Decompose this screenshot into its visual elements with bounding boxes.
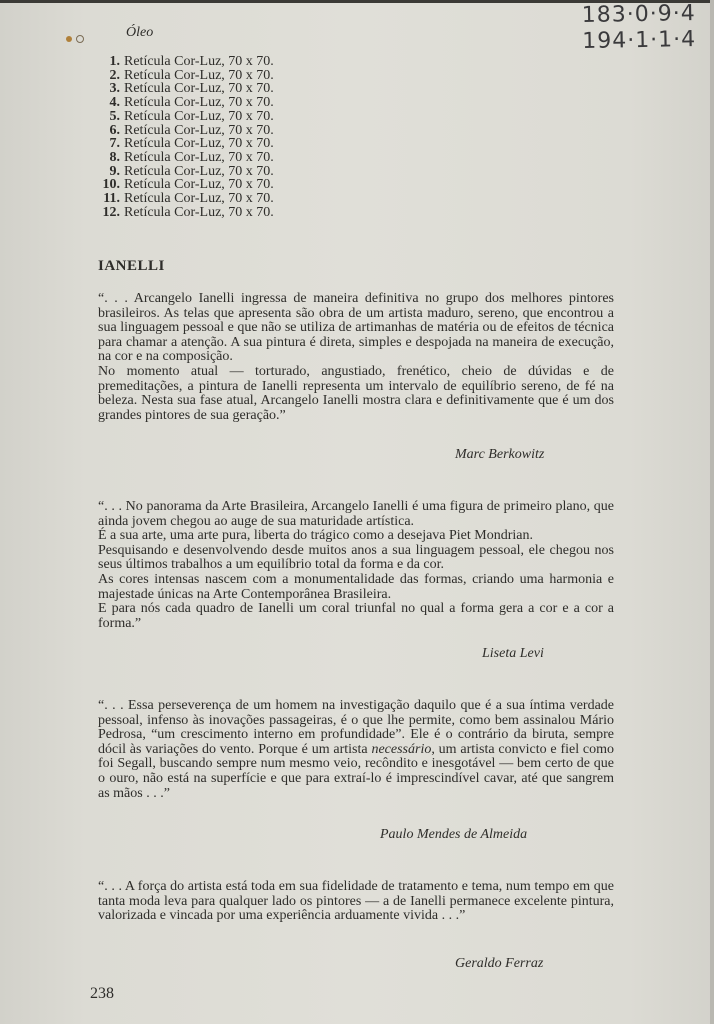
work-title: Retícula Cor-Luz, 70 x 70. — [124, 136, 274, 152]
work-number: 5. — [109, 108, 120, 124]
work-item — [98, 192, 274, 206]
quote-paragraph: E para nós cada quadro de Ianelli um coral triunfal no qual a forma gera a cor e a cor a forma.” — [98, 601, 614, 631]
work-number: 9. — [109, 163, 120, 179]
paper-edge — [710, 0, 714, 1024]
quote-levi — [98, 500, 614, 631]
quote-paragraph: “. . . No panorama da Arte Brasileira, Arcangelo Ianelli é uma figura de primeiro plano, que ainda jovem chegou ao auge de sua maturidade artística. — [98, 499, 614, 529]
work-item — [98, 137, 274, 151]
work-title: Retícula Cor-Luz, 70 x 70. — [124, 149, 274, 165]
quote-author-ferraz: Geraldo Ferraz — [455, 956, 544, 971]
work-item — [98, 124, 274, 138]
handwritten-catalog-ids — [582, 1, 697, 55]
work-number: 12. — [102, 204, 120, 220]
work-item — [98, 151, 274, 165]
work-title: Retícula Cor-Luz, 70 x 70. — [124, 108, 274, 124]
work-number: 10. — [102, 177, 120, 193]
quote-author-berkowitz: Marc Berkowitz — [455, 447, 545, 462]
page-number: 238 — [90, 985, 114, 1002]
work-number: 1. — [109, 54, 120, 69]
works-list — [98, 55, 274, 219]
quote-emphasis: necessário — [371, 741, 432, 757]
work-title: Retícula Cor-Luz, 70 x 70. — [124, 191, 274, 207]
work-number: 8. — [109, 149, 120, 165]
quote-text: “. . . Essa perseverença de um homem na investigação daquilo que é a sua íntima verdade pessoal, infenso às inovações passageiras, é o que lhe permite, como bem assinalou Mário Pedrosa, “um crescimento interno em profundidade”. Ele é o contrário da biruta, sempre dócil às variações do vento. Porque é um artista — [98, 698, 614, 757]
quote-paragraph — [98, 699, 614, 801]
work-title: Retícula Cor-Luz, 70 x 70. — [124, 81, 274, 97]
quote-paragraph: “. . . Arcangelo Ianelli ingressa de maneira definitiva no grupo dos melhores pintores brasileiros. As telas que apresenta são obra de um artista maduro, sereno, que encontrou a sua linguagem pessoal e que não se utiliza de artimanhas de matéria ou de efeitos de técnica para chamar a atenção. A sua pintura é direta, simples e despojada na maneira de execução, na cor e na composição. — [98, 291, 614, 365]
handwritten-id-1: 183·0·9·4 — [581, 1, 696, 28]
quote-paragraph: É a sua arte, uma arte pura, liberta do trágico como a desejava Piet Mondrian. — [98, 528, 533, 544]
handwritten-id-2: 194·1·1·4 — [582, 27, 697, 54]
work-title: Retícula Cor-Luz, 70 x 70. — [124, 95, 274, 111]
work-item — [98, 110, 274, 124]
quote-author-levi: Liseta Levi — [482, 646, 544, 661]
artist-heading: IANELLI — [98, 258, 165, 274]
quote-ferraz — [98, 880, 614, 924]
work-item — [98, 82, 274, 96]
quote-paragraph: As cores intensas nascem com a monumentalidade das formas, criando uma harmonia e majestade únicas na Arte Contemporânea Brasileira. — [98, 571, 614, 602]
work-item — [98, 206, 274, 220]
work-item — [98, 165, 274, 179]
work-title: Retícula Cor-Luz, 70 x 70. — [124, 122, 274, 138]
quote-paragraph: “. . . A força do artista está toda em sua fidelidade de tratamento e tema, num tempo em que tanta moda leva para qualquer lado os pintores — a de Ianelli permanece excelente pintura, valorizada e vincada por uma experiência arduamente vivida . . .” — [98, 879, 614, 924]
work-title: Retícula Cor-Luz, 70 x 70. — [124, 67, 274, 83]
section-oleo-label: Óleo — [126, 25, 154, 40]
work-title: Retícula Cor-Luz, 70 x 70. — [124, 163, 274, 179]
quote-paragraph: Pesquisando e desenvolvendo desde muitos anos a sua linguagem pessoal, ele chegou nos seus últimos trabalhos a um equilíbrio total da forma e da cor. — [98, 542, 614, 573]
quote-paragraph: No momento atual — torturado, angustiado, frenético, cheio de dúvidas e de premeditações, a pintura de Ianelli representa um intervalo de equilíbrio sereno, de fé na beleza. Nesta sua fase atual, Arcangelo Ianelli mostra clara e definitivamente que é um dos grandes pintores de sua geração.” — [98, 363, 614, 423]
quote-author-almeida: Paulo Mendes de Almeida — [380, 827, 528, 842]
work-number: 2. — [109, 67, 120, 83]
work-number: 3. — [109, 81, 120, 97]
work-number: 7. — [109, 136, 120, 152]
paper-punch-mark — [76, 35, 84, 43]
work-item — [98, 178, 274, 192]
work-number: 4. — [109, 95, 120, 111]
work-item — [98, 55, 274, 69]
quote-text: , um artista convicto e fiel como foi Segall, buscando sempre num mesmo veio, recôndito e inesgotável — bem certo de que o ouro, não está na superfície e que para extraí-lo é imprescindível cavar, até que sangrem as mãos . . .” — [98, 741, 615, 801]
work-title: Retícula Cor-Luz, 70 x 70. — [124, 204, 274, 220]
work-number: 6. — [109, 122, 120, 138]
quote-berkowitz — [98, 292, 614, 423]
paper-stain-mark — [66, 36, 72, 42]
work-item — [98, 96, 274, 110]
work-number: 11. — [103, 191, 120, 207]
work-title: Retícula Cor-Luz, 70 x 70. — [124, 54, 274, 69]
quote-almeida — [98, 699, 614, 801]
work-item — [98, 69, 274, 83]
work-title: Retícula Cor-Luz, 70 x 70. — [124, 177, 274, 193]
